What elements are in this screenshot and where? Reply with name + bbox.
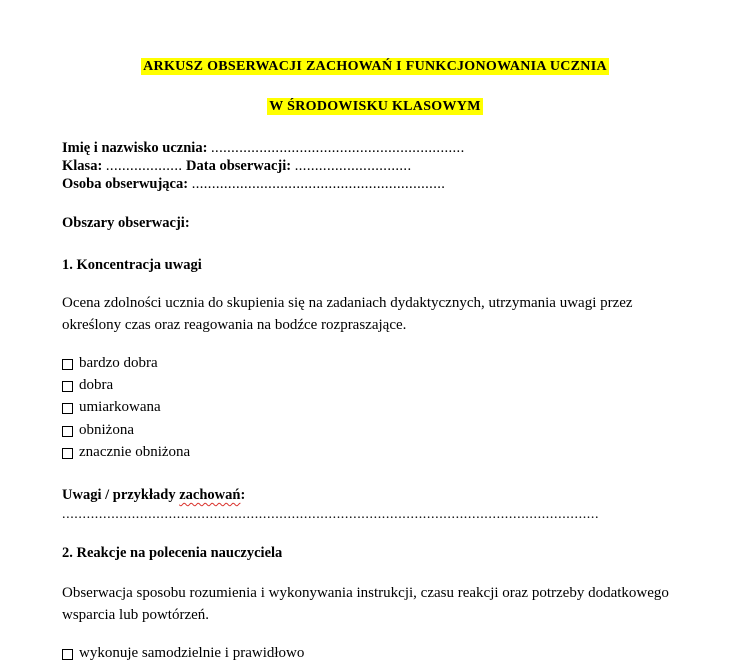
student-name-label: Imię i nazwisko ucznia: (62, 140, 208, 156)
title-highlight-1: ARKUSZ OBSERWACJI ZACHOWAŃ I FUNKCJONOWANIA UCZNIA (143, 59, 607, 74)
option-obnizona[interactable] (62, 422, 134, 439)
option-label: dobra (79, 377, 114, 393)
section-2-description: Obserwacja sposobu rozumienia i wykonywania instrukcji, czasu reakcji oraz potrzeby dodatkowego wsparcia lub powtórzeń. (62, 585, 669, 623)
checkbox-icon[interactable] (62, 426, 73, 437)
observer-label: Osoba obserwująca: (62, 176, 189, 192)
date-label: Data obserwacji: (186, 158, 292, 174)
option-bardzo-dobra[interactable] (62, 355, 158, 372)
checkbox-icon[interactable] (62, 381, 73, 392)
option-label: wykonuje samodzielnie i prawidłowo (79, 645, 305, 661)
option-wykonuje-samodzielnie[interactable] (62, 645, 304, 662)
option-dobra[interactable] (62, 377, 113, 394)
document-title-line-1 (0, 59, 750, 75)
areas-heading: Obszary obserwacji: (62, 215, 190, 231)
option-znacznie-obnizona[interactable] (62, 444, 190, 461)
section-1-notes-blank[interactable]: ................................................................................................................................... (62, 507, 600, 522)
section-1-heading: 1. Koncentracja uwagi (62, 257, 202, 273)
option-label: bardzo dobra (79, 355, 158, 371)
section-1-notes-label (62, 487, 245, 504)
document-title-line-2 (0, 99, 750, 115)
section-2-heading: 2. Reakcje na polecenia nauczyciela (62, 545, 283, 561)
observer-blank[interactable]: ............................................................... (191, 176, 446, 192)
class-label: Klasa: (62, 158, 103, 174)
observer-field (62, 176, 445, 193)
student-name-field (62, 140, 465, 157)
checkbox-icon[interactable] (62, 448, 73, 459)
option-label: znacznie obniżona (79, 444, 191, 460)
notes-label-suffix: : (240, 487, 246, 503)
student-name-blank[interactable]: ............................................................... (211, 140, 465, 156)
option-umiarkowana[interactable] (62, 399, 161, 416)
checkbox-icon[interactable] (62, 649, 73, 660)
notes-label-word: zachowań (179, 487, 241, 503)
option-label: obniżona (79, 422, 134, 438)
option-label: umiarkowana (79, 399, 161, 415)
section-1-description: Ocena zdolności ucznia do skupienia się na zadaniach dydaktycznych, utrzymania uwagi przez określony czas oraz reagowania na bodźce rozpraszające. (62, 295, 633, 333)
class-date-field (62, 158, 411, 175)
date-blank[interactable]: ............................. (294, 158, 412, 174)
class-blank[interactable]: ................... (105, 158, 183, 174)
checkbox-icon[interactable] (62, 403, 73, 414)
notes-label-prefix: Uwagi / przykłady (62, 487, 180, 503)
title-highlight-2: W ŚRODOWISKU KLASOWYM (269, 99, 481, 114)
checkbox-icon[interactable] (62, 359, 73, 370)
